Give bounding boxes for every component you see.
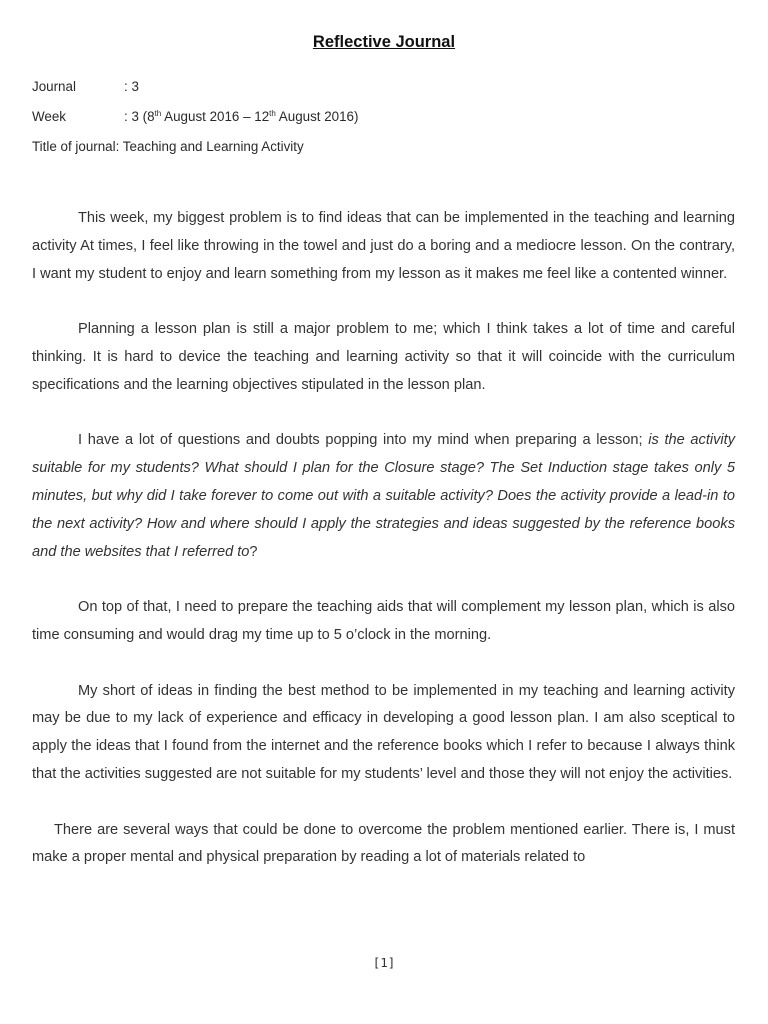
meta-row-title <box>32 137 358 167</box>
journal-value: : 3 <box>124 79 139 94</box>
journal-label: Journal <box>32 79 76 94</box>
meta-row-week <box>32 107 358 137</box>
week-value <box>124 107 358 137</box>
paragraph-4: On top of that, I need to prepare the teaching aids that will complement my lesson plan, which is also time consuming and would drag my time up to 5 o’clock in the morning. <box>32 599 735 643</box>
paragraph-3-end: ? <box>249 543 258 560</box>
week-value-suffix: August 2016) <box>275 109 359 124</box>
journal-meta <box>32 77 358 167</box>
paragraph-3 <box>32 427 735 566</box>
paragraph-6: There are several ways that could be done to overcome the problem mentioned earlier. There is, I must make a proper mental and physical preparation by reading a lot of materials related to <box>32 821 735 866</box>
title-of-journal-label: Title of journal <box>32 139 116 154</box>
week-label: Week <box>32 109 66 124</box>
paragraph-2: Planning a lesson plan is still a major problem to me; which I think takes a lot of time and careful thinking. It is hard to device the teaching and learning activity so that it will coincide with the curriculum specifications and the learning objectives stipulated in the lesson plan. <box>32 321 735 393</box>
title-of-journal-value: : Teaching and Learning Activity <box>115 139 304 154</box>
week-value-mid: August 2016 – 12 <box>161 109 270 124</box>
journal-body <box>32 205 735 872</box>
week-sup-end: th <box>269 109 276 118</box>
meta-row-journal <box>32 77 358 107</box>
paragraph-5: My short of ideas in finding the best method to be implemented in my teaching and learning activity may be due to my lack of experience and efficacy in developing a good lesson plan. I am also sceptical to apply the ideas that I found from the internet and the reference books which I refer to because I always think that the activities suggested are not suitable for my students’ level and those they will not enjoy the activities. <box>32 682 735 782</box>
week-sup-start: th <box>154 109 162 118</box>
paragraph-3-questions: is the activity suitable for my students? What should I plan for the Closure stage? The Set Induction stage takes only 5 minutes, but why did I take forever to come out with a suitable activity? Does the activity provide a lead-in to the next activity? How and where should I apply the strategies and ideas suggested by the reference books and the websites that I referred to <box>32 432 736 560</box>
paragraph-3-lead: I have a lot of questions and doubts popping into my mind when preparing a lesson; <box>78 432 649 449</box>
week-value-prefix: : 3 (8 <box>124 109 155 124</box>
document-title: Reflective Journal <box>312 33 456 51</box>
paragraph-1: This week, my biggest problem is to find ideas that can be implemented in the teaching and learning activity At times, I feel like throwing in the towel and just do a boring and a mediocre lesson. On the contrary, I want my student to enjoy and learn something from my lesson as it makes me feel like a contented winner. <box>32 210 735 282</box>
page-number: [1] <box>372 955 396 970</box>
